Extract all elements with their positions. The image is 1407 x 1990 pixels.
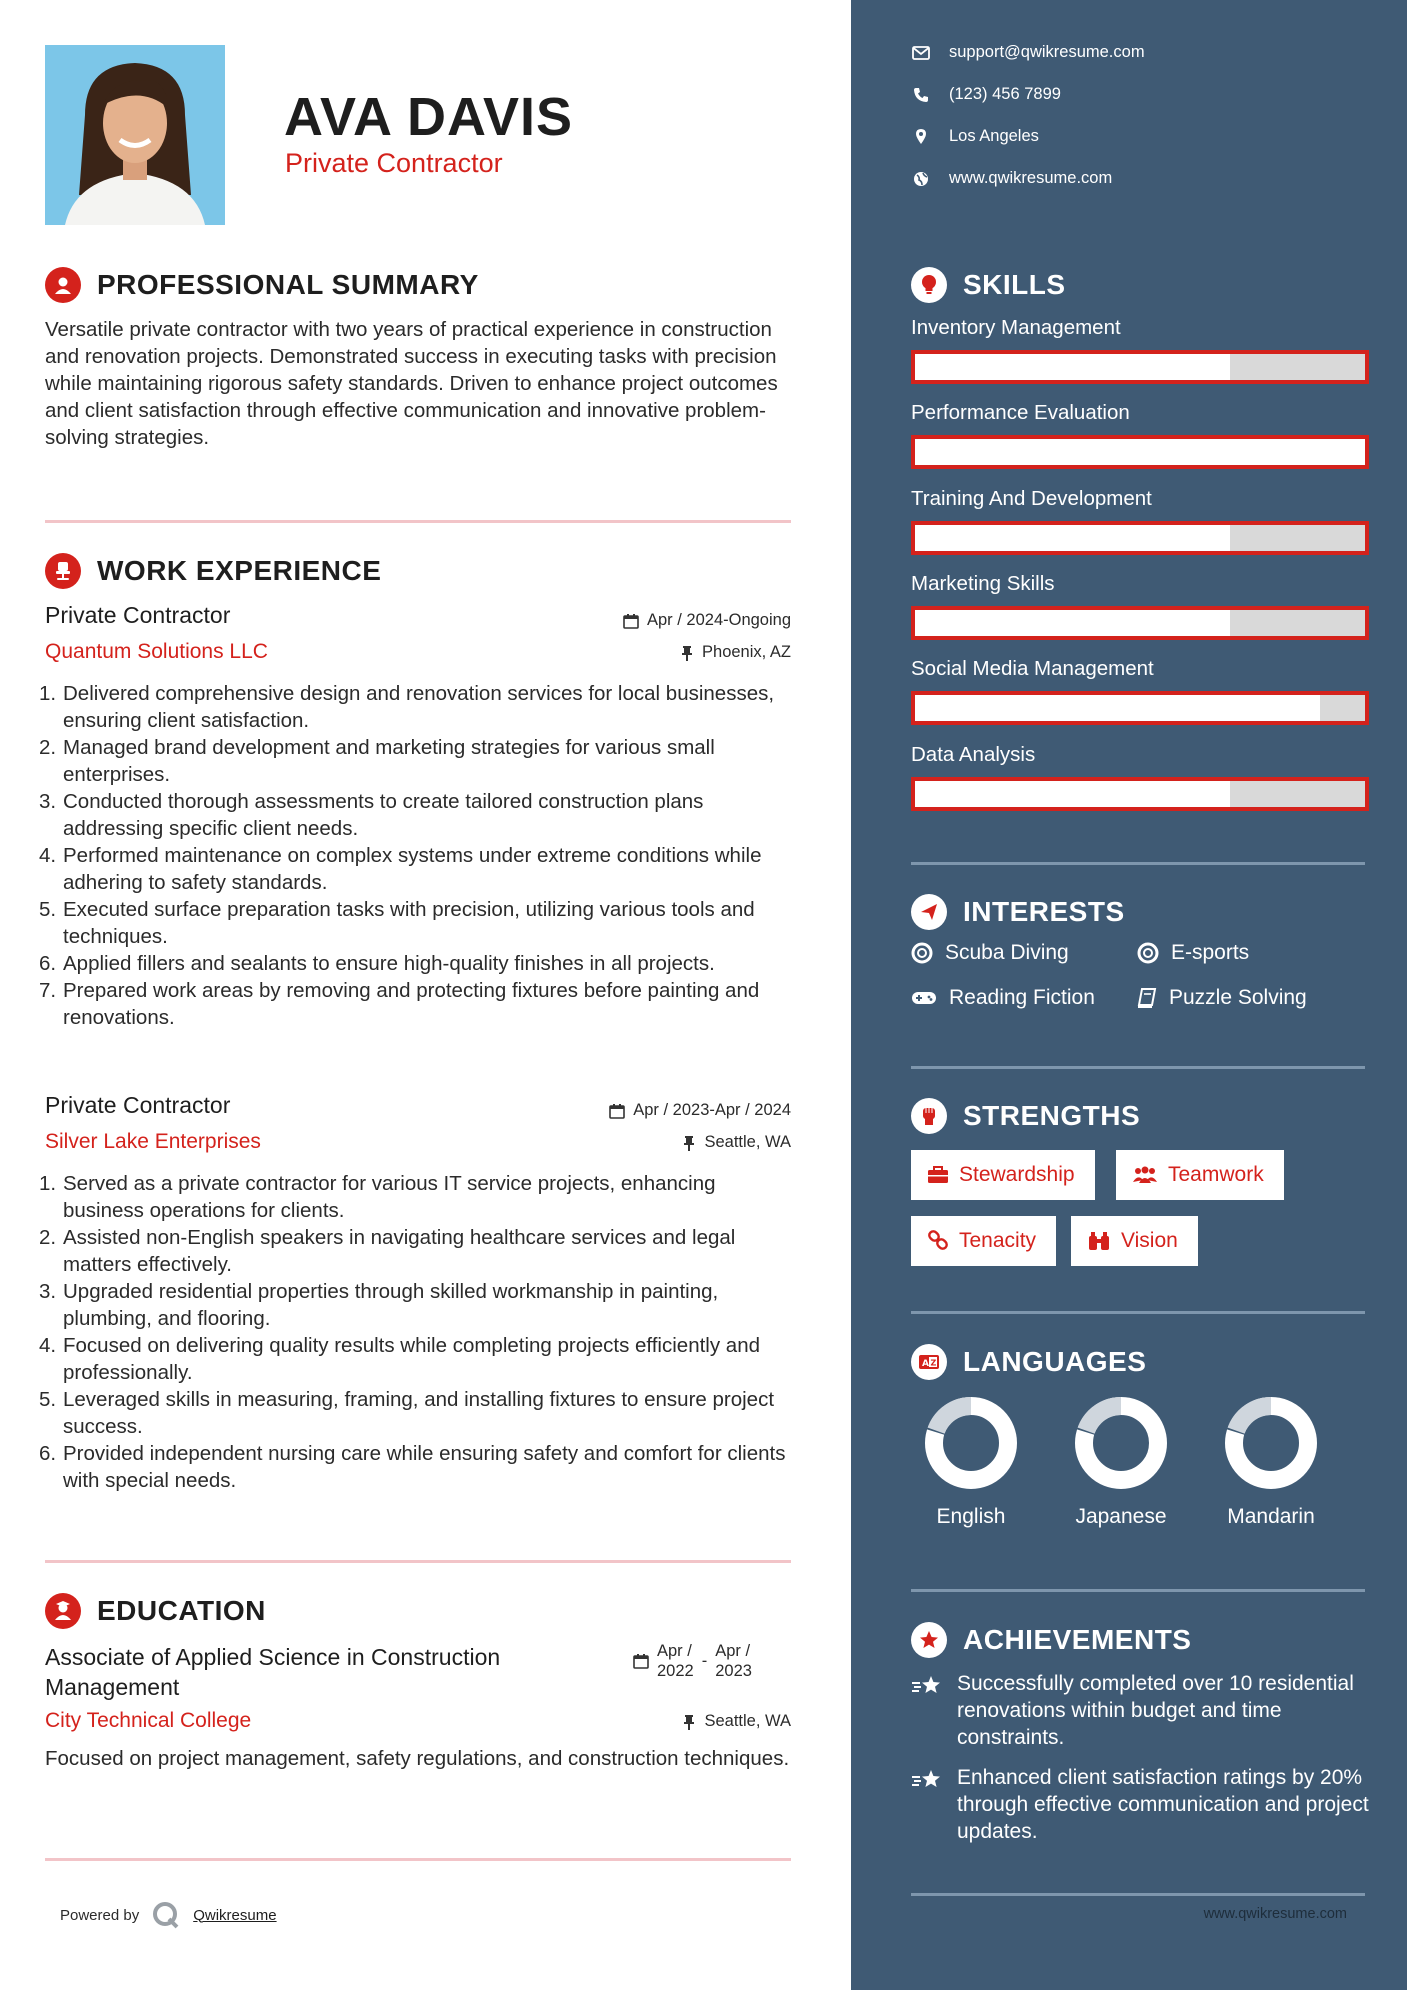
education-start-line2: 2022 bbox=[657, 1662, 694, 1680]
phone-text: (123) 456 7899 bbox=[949, 85, 1061, 103]
education-end-line1: Apr / bbox=[715, 1642, 751, 1660]
education-location bbox=[682, 1712, 791, 1731]
education-start-line1: Apr / bbox=[657, 1642, 692, 1660]
job-1-location bbox=[680, 643, 791, 662]
duty-item: Provided independent nursing care while ensuring safety and comfort for clients with special needs. bbox=[63, 1442, 786, 1492]
job-2-company: Silver Lake Enterprises bbox=[45, 1130, 261, 1153]
pin-icon bbox=[680, 645, 694, 661]
sidebar bbox=[851, 0, 1407, 1990]
powered-by bbox=[60, 1900, 277, 1930]
duty-item: Applied fillers and sealants to ensure high-quality finishes in all projects. bbox=[63, 952, 715, 975]
achievement-item bbox=[911, 1670, 1371, 1751]
skill-fill bbox=[915, 781, 1230, 807]
star-badge-icon bbox=[911, 1622, 947, 1658]
education-date-separator: - bbox=[701, 1652, 708, 1670]
job-2-dates bbox=[609, 1101, 791, 1120]
duty-item: Prepared work areas by removing and protecting fixtures before painting and renovations. bbox=[63, 979, 760, 1029]
duty-item: Conducted thorough assessments to create tailored construction plans addressing specific client needs. bbox=[63, 790, 704, 840]
contact-location bbox=[911, 127, 1039, 146]
skill-bar bbox=[911, 435, 1369, 469]
language-label: Mandarin bbox=[1227, 1505, 1315, 1528]
achievement-text: Enhanced client satisfaction ratings by 20% through effective communication and project updates. bbox=[957, 1766, 1369, 1843]
strengths-heading bbox=[911, 1098, 1140, 1134]
language-label: English bbox=[936, 1505, 1006, 1528]
interest-reading-fiction bbox=[911, 986, 1095, 1010]
sidebar-divider bbox=[911, 1311, 1365, 1314]
sidebar-divider bbox=[911, 1893, 1365, 1896]
job-1-location-text: Phoenix, AZ bbox=[702, 643, 791, 661]
languages-title: LANGUAGES bbox=[963, 1346, 1147, 1377]
skill-label: Social Media Management bbox=[911, 657, 1154, 680]
language-donut bbox=[1073, 1395, 1169, 1491]
graduation-icon bbox=[45, 1593, 81, 1629]
strength-stewardship bbox=[911, 1150, 1095, 1200]
life-ring-icon bbox=[911, 942, 933, 964]
interest-scuba-diving bbox=[911, 941, 1069, 965]
section-divider bbox=[45, 1560, 791, 1563]
candidate-name: AVA DAVIS bbox=[284, 87, 574, 147]
duty-item: Delivered comprehensive design and renovation services for local businesses, ensuring client satisfaction. bbox=[63, 682, 775, 732]
summary-title: PROFESSIONAL SUMMARY bbox=[97, 269, 479, 300]
shooting-star-icon bbox=[911, 1674, 943, 1698]
sidebar-divider bbox=[911, 1066, 1365, 1069]
achievements-title: ACHIEVEMENTS bbox=[963, 1624, 1192, 1655]
achievement-item bbox=[911, 1764, 1371, 1845]
strength-label: Teamwork bbox=[1168, 1163, 1264, 1186]
education-school: City Technical College bbox=[45, 1709, 252, 1732]
sidebar-divider bbox=[911, 1589, 1365, 1592]
skill-label: Performance Evaluation bbox=[911, 401, 1130, 424]
skill-bar bbox=[911, 606, 1369, 640]
skill-label: Inventory Management bbox=[911, 316, 1121, 339]
skill-bar bbox=[911, 691, 1369, 725]
envelope-icon bbox=[912, 46, 930, 60]
portrait-illustration bbox=[45, 45, 225, 225]
interest-label: Scuba Diving bbox=[945, 941, 1069, 964]
skill-bar bbox=[911, 521, 1369, 555]
skill-fill bbox=[915, 354, 1230, 380]
fist-icon bbox=[911, 1098, 947, 1134]
job-2-location-text: Seattle, WA bbox=[704, 1133, 791, 1151]
language-donut bbox=[923, 1395, 1019, 1491]
experience-heading bbox=[45, 553, 381, 589]
skill-bar bbox=[911, 777, 1369, 811]
education-end-line2: 2023 bbox=[715, 1662, 752, 1680]
interest-label: E-sports bbox=[1171, 941, 1250, 964]
duty-item: Leveraged skills in measuring, framing, and installing fixtures to ensure project success. bbox=[63, 1388, 775, 1438]
interest-e-sports bbox=[1137, 941, 1249, 965]
user-icon bbox=[45, 267, 81, 303]
achievement-text: Successfully completed over 10 residential renovations within budget and time constraints. bbox=[957, 1672, 1354, 1749]
achievements-heading bbox=[911, 1622, 1191, 1658]
job-1-dates-text: Apr / 2024-Ongoing bbox=[646, 611, 791, 629]
education-end-date bbox=[715, 1641, 752, 1681]
education-heading bbox=[45, 1593, 266, 1629]
skill-fill bbox=[915, 439, 1365, 465]
skill-bar bbox=[911, 350, 1369, 384]
skill-fill bbox=[915, 695, 1320, 721]
job-2-title: Private Contractor bbox=[45, 1092, 231, 1118]
strength-tenacity bbox=[911, 1216, 1056, 1266]
job-1-duties bbox=[35, 680, 795, 1031]
lightbulb-icon bbox=[911, 267, 947, 303]
interest-puzzle-solving bbox=[1137, 986, 1307, 1010]
binoculars-icon bbox=[1087, 1231, 1111, 1251]
skill-fill bbox=[915, 610, 1230, 636]
education-dates bbox=[633, 1641, 752, 1681]
link-icon bbox=[927, 1230, 949, 1252]
users-icon bbox=[1132, 1166, 1158, 1184]
skills-heading bbox=[911, 267, 1066, 303]
globe-icon bbox=[913, 171, 929, 187]
candidate-title: Private Contractor bbox=[285, 148, 503, 178]
location-text: Los Angeles bbox=[949, 127, 1039, 145]
section-divider bbox=[45, 1858, 791, 1861]
strength-vision bbox=[1071, 1216, 1198, 1266]
languages-heading bbox=[911, 1344, 1146, 1380]
interest-label: Puzzle Solving bbox=[1169, 986, 1307, 1009]
email-link[interactable]: support@qwikresume.com bbox=[949, 43, 1145, 61]
life-ring-icon bbox=[1137, 942, 1159, 964]
education-start-date bbox=[657, 1641, 694, 1681]
education-location-text: Seattle, WA bbox=[704, 1712, 791, 1730]
job-1-title: Private Contractor bbox=[45, 602, 231, 628]
pin-icon bbox=[682, 1135, 696, 1151]
office-chair-icon bbox=[45, 553, 81, 589]
education-degree: Associate of Applied Science in Construction Management bbox=[45, 1644, 501, 1700]
footer-website-link[interactable]: www.qwikresume.com bbox=[1203, 1906, 1347, 1922]
language-mandarin bbox=[1211, 1395, 1331, 1529]
section-divider bbox=[45, 520, 791, 523]
skill-fill bbox=[915, 525, 1230, 551]
qwikresume-link[interactable]: Qwikresume bbox=[193, 1906, 277, 1924]
duty-item: Assisted non-English speakers in navigating healthcare services and legal matters effectively. bbox=[63, 1226, 736, 1276]
job-2-dates-text: Apr / 2023-Apr / 2024 bbox=[633, 1101, 791, 1119]
calendar-icon bbox=[609, 1103, 625, 1119]
duty-item: Upgraded residential properties through skilled workmanship in painting, plumbing, and flooring. bbox=[63, 1280, 719, 1330]
job-1-company: Quantum Solutions LLC bbox=[45, 640, 268, 663]
skill-label: Training And Development bbox=[911, 487, 1152, 510]
interests-heading bbox=[911, 894, 1125, 930]
duty-item: Focused on delivering quality results while completing projects efficiently and professionally. bbox=[63, 1334, 760, 1384]
map-marker-icon bbox=[915, 128, 927, 145]
qwikresume-logo-icon bbox=[151, 1900, 181, 1930]
powered-by-label: Powered by bbox=[60, 1906, 140, 1924]
paper-plane-icon bbox=[911, 894, 947, 930]
strength-label: Tenacity bbox=[959, 1229, 1037, 1252]
strength-label: Stewardship bbox=[959, 1163, 1075, 1186]
calendar-icon bbox=[623, 613, 639, 629]
duty-item: Served as a private contractor for various IT service projects, enhancing business operations for clients. bbox=[63, 1172, 716, 1222]
translate-icon bbox=[911, 1344, 947, 1380]
duty-item: Executed surface preparation tasks with precision, utilizing various tools and techniques. bbox=[63, 898, 755, 948]
contact-website bbox=[911, 169, 1112, 188]
language-english bbox=[911, 1395, 1031, 1529]
interests-title: INTERESTS bbox=[963, 896, 1125, 927]
shooting-star-icon bbox=[911, 1768, 943, 1792]
phone-icon bbox=[913, 87, 929, 103]
sidebar-divider bbox=[911, 862, 1365, 865]
contact-phone bbox=[911, 85, 1061, 104]
job-2-duties bbox=[35, 1170, 795, 1494]
strength-label: Vision bbox=[1121, 1229, 1178, 1252]
briefcase-icon bbox=[927, 1166, 949, 1184]
interest-label: Reading Fiction bbox=[949, 986, 1095, 1009]
strengths-title: STRENGTHS bbox=[963, 1100, 1141, 1131]
profile-photo bbox=[45, 45, 225, 225]
education-title: EDUCATION bbox=[97, 1595, 266, 1626]
duty-item: Performed maintenance on complex systems under extreme conditions while adhering to safety standards. bbox=[63, 844, 762, 894]
svg-text:Z: Z bbox=[930, 1358, 937, 1368]
website-link[interactable]: www.qwikresume.com bbox=[949, 169, 1113, 187]
summary-heading bbox=[45, 267, 479, 303]
gamepad-icon bbox=[911, 989, 937, 1007]
svg-text:A: A bbox=[922, 1359, 929, 1369]
language-donut bbox=[1223, 1395, 1319, 1491]
job-1-dates bbox=[623, 611, 791, 630]
summary-text: Versatile private contractor with two years of practical experience in construction and renovation projects. Demonstrated success in executing tasks with precision while maintaining rigorous safety standards. Driven to enhance project outcomes and client satisfaction through effective communication and innovative problem-solving strategies. bbox=[45, 318, 778, 449]
skills-title: SKILLS bbox=[963, 269, 1066, 300]
book-icon bbox=[1137, 987, 1157, 1009]
skill-label: Data Analysis bbox=[911, 743, 1036, 766]
language-label: Japanese bbox=[1075, 1505, 1167, 1528]
job-2-location bbox=[682, 1133, 791, 1152]
calendar-icon bbox=[633, 1653, 649, 1669]
language-japanese bbox=[1061, 1395, 1181, 1529]
contact-email bbox=[911, 43, 1145, 62]
education-description: Focused on project management, safety regulations, and construction techniques. bbox=[45, 1747, 790, 1770]
skill-label: Marketing Skills bbox=[911, 572, 1055, 595]
pin-icon bbox=[682, 1714, 696, 1730]
duty-item: Managed brand development and marketing strategies for various small enterprises. bbox=[63, 736, 715, 786]
experience-title: WORK EXPERIENCE bbox=[97, 555, 382, 586]
strength-teamwork bbox=[1116, 1150, 1284, 1200]
